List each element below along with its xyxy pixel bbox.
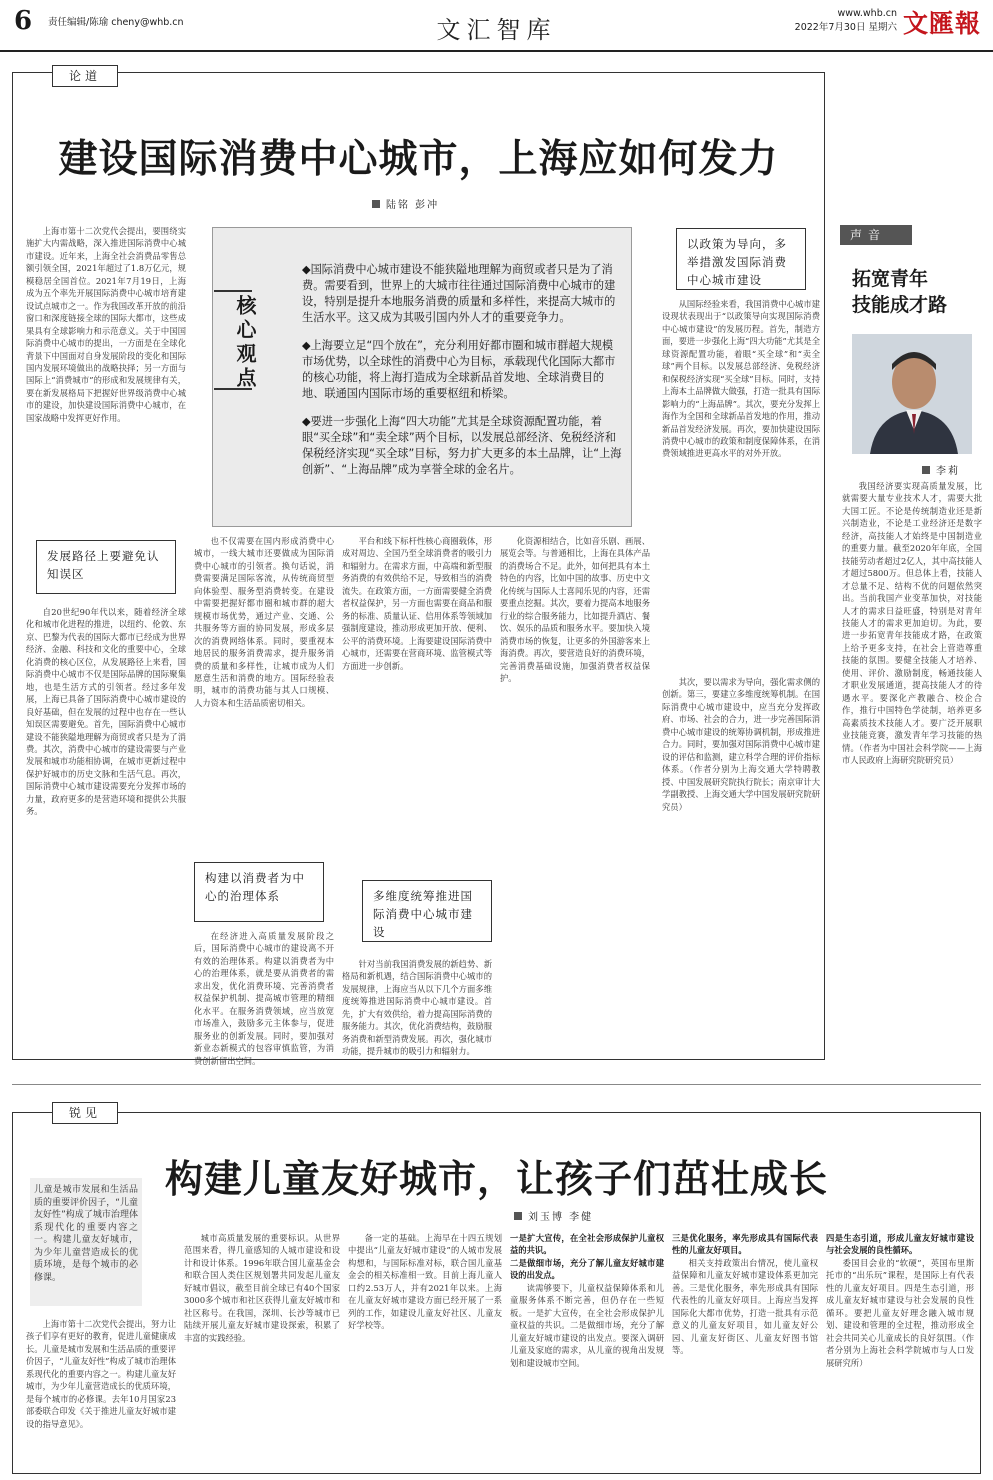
core-point-1: ◆国际消费中心城市建设不能狭隘地理解为商贸或者只是为了消费。需要看到，世界上的大城市往往通过国际消费中心城市的建设，特别是提升本地服务消费的质量和多样性，来提高大城市的生活水平。这又成为其吸引国内外人才的重要竞争力。 xyxy=(302,263,616,324)
bottom-text-column-2 xyxy=(184,1232,340,1468)
column-paragraph: 也不仅需要在国内形成消费中心城市，一线大城市还要做成为国际消费中心城市的引领者。换句话说，消费需要满足国际客流，从传统商贸型向体验型、服务型消费转变。在建设中需要把握好都市圈和城市群的超大规模市场优势，通过产业、交通、公共服务等方面的协同发展，形成多层次的消费网络体系。同时，要重视本地居民的服务消费需求，提升服务消费的质量和多样性，让城市成为人们愿意生活和消费的地方。国际经验表明，城市的消费功能与其人口规模、人力资本和生活品质密切相关。 xyxy=(194,536,334,708)
bottom-subhead-2: 二是做细市场，充分了解儿童友好城市建设的出发点。 xyxy=(510,1257,664,1281)
author-portrait xyxy=(852,334,972,454)
core-viewpoint-points xyxy=(302,262,624,490)
subhead-3: 多维度统筹推进国际消费中心城市建设 xyxy=(362,880,492,942)
text-column-9 xyxy=(662,676,820,1042)
subhead-1: 发展路径上要避免认知误区 xyxy=(36,540,176,594)
byline-text: 陆铭 彭冲 xyxy=(386,200,440,211)
column-tag: 论道 xyxy=(52,65,118,87)
text-column-4 xyxy=(194,930,334,1066)
bottom-subhead-1: 一是扩大宣传，在全社会形成保护儿童权益的共识。 xyxy=(510,1233,664,1256)
column-paragraph: 上海市第十二次党代会提出，努力让孩子们享有更好的教育，促进儿童健康成长。儿童是城市发展和生活品质的重要评价因子，“儿童友好性”构成了城市治理体系现代化的重要内容之一。构建儿童友好城市，为少年儿童营造成长的优质环境，是每个城市的必修课。去年10月国家23部委联合印发《关于推进儿童友好城市建设的指导意见》。 xyxy=(26,1319,176,1429)
voice-byline xyxy=(922,462,960,477)
column-paragraph: 平台和线下标杆性核心商圈载体，形成对周边、全国乃至全球消费者的吸引力和辐射力。在需求方面，中高端和新型服务消费的有效供给不足，导致相当的消费流失。在政策方面，一方面需要健全消费者权益保护，另一方面也需要在商品和服务的标准、质量认证、信用体系等领域加强制度建设，推动形成更加开放、便利、公平的消费环境。上海要建设国际消费中心城市，还需要在营商环境、监管模式等方面进一步创新。 xyxy=(342,536,492,671)
column-paragraph: 在经济进入高质量发展阶段之后，国际消费中心城市的建设离不开有效的治理体系。构建以消费者为中心的治理体系，就是要从消费者的需求出发，优化消费环境、完善消费者权益保护机制、提高城市管理的精细化水平。在服务消费领域，应当放宽市场准入，鼓励多元主体参与，促进服务业的创新发展。同时，要加强对新业态新模式的包容审慎监管，为消费创新留出空间。 xyxy=(194,931,334,1066)
bottom-text-column-3 xyxy=(348,1232,502,1468)
portrait-silhouette-icon xyxy=(852,334,972,454)
byline-square-icon xyxy=(514,1212,522,1220)
site-url: www.whb.cn xyxy=(837,8,897,19)
bottom-text-column-6 xyxy=(826,1232,974,1468)
column-paragraph: 从国际经验来看，我国消费中心城市建设现状表现出于“以政策导向实现国际消费中心城市建设”的发展历程。首先，制造方面，要进一步强化上海“四大功能”尤其是全球资源配置功能，着眼“买全球”和“卖全球”两个目标。以发展总部经济、免税经济和保税经济实现“买全球”目标。同时，支持上海本土品牌做大做强，打造一批具有国际影响力的“上海品牌”。其次，要充分发挥上海作为全国和全球新品首发地的作用，推动新品首发经济发展。再次，要加快建设国际消费中心城市的政策和制度保障体系，在消费领域推进更高水平的对外开放。 xyxy=(662,299,820,459)
subhead-2: 构建以消费者为中心的治理体系 xyxy=(194,862,324,922)
voice-byline-text: 李莉 xyxy=(936,466,960,477)
text-column-3 xyxy=(194,535,334,865)
section-title: 文汇智库 xyxy=(436,16,557,44)
headline-main: 建设国际消费中心城市，上海应如何发力 xyxy=(58,137,779,182)
voice-headline xyxy=(852,266,947,318)
bottom-subhead-4: 四是生态引道，形成儿童友好城市建设与社会发展的良性循环。 xyxy=(826,1233,974,1256)
text-column-1 xyxy=(26,225,186,525)
text-column-5 xyxy=(342,535,492,865)
core-viewpoint-title: 核心观点 xyxy=(233,295,257,391)
column-paragraph: 相关支持政策出台情况，使儿童权益保障和儿童友好城市建设体系更加完善。三是优化服务，率先形成具有国际代表性的儿童友好项目。上海应当发挥国际化大都市优势，打造一批具有示范意义的儿童友好项目，如儿童友好公园、儿童友好街区、儿童友好图书馆等。 xyxy=(672,1257,818,1356)
column-paragraph: 化资源相结合，比如音乐剧、画展、展览会等。与普通相比，上海在具体产品的消费场合不足。此外，如何把具有本土特色的内容，比如中国的故事、历史中文化传统与国际人士喜闻乐见的内容，还需要重点挖掘。其次，要着力提高本地服务行业的综合服务能力，比如提升酒店、餐饮、娱乐的品质和服务水平。要加快入境消费市场的恢复，让更多的外国游客来上海消费。再次，要营造良好的消费环境，完善消费基础设施，加强消费者权益保护。 xyxy=(500,536,650,683)
bottom-text-column-4 xyxy=(510,1232,664,1468)
column-paragraph: 针对当前我国消费发展的新趋势、新格局和新机遇，结合国际消费中心城市的发展规律，上海应当从以下几个方面多维度统筹推进国际消费中心城市建设。首先，扩大有效供给，着力提高国际消费的服务能力。其次，优化消费结构，鼓励服务消费和新型消费发展。再次，强化城市功能，提升城市的吸引力和辐射力。 xyxy=(342,959,492,1057)
bottom-subhead-3: 三是优化服务，率先形成具有国际代表性的儿童友好项目。 xyxy=(672,1233,818,1256)
byline-2-text: 刘玉博 李健 xyxy=(528,1212,594,1223)
page-number: 6 xyxy=(14,6,33,36)
voice-headline-line-1: 拓宽青年 xyxy=(852,268,929,290)
voice-headline-line-2: 技能成才路 xyxy=(852,294,948,316)
column-paragraph: 上海市第十二次党代会提出，要围绕实施扩大内需战略，深入推进国际消费中心城市建设。近年来，上海全社会消费品零售总额引领全国，2021年超过了1.8万亿元，规模稳居全国首位。2021年7月19日，上海成为五个率先开展国际消费中心城市培育建设试点城市之一。作为我国改革开放的前沿窗口和深度链接全球的国际大都市，这些成果具有全球影响力和示范意义。关于中国国际消费中心城市的提出，一方面是在全球化背景下中国面对自身发展阶段的变化和国际国内发展环境做出的战略抉择；另一方面与国际上“消费城市”的形成和发展规律有关，要在新发展格局下把握好世界级消费中心城市的建设，加快建设国际消费中心城市，在国家战略中发挥更好作用。 xyxy=(26,226,186,423)
column-paragraph: 城市高质量发展的重要标识。从世界范围来看，得几童感知的人城市建设和设计和设计体系。1996年联合国儿童基金会和联合国人类住区规划署共同发起儿童友好城市倡议，截至目前全球已有40个国家3000多个城市和社区获得儿童友好城市和社区称号。在我国，深圳、长沙等城市已陆续开展儿童友好城市建设探索，积累了丰富的实践经验。 xyxy=(184,1233,340,1343)
column-paragraph: 我国经济要实现高质量发展，比就需要大量专业技术人才，需要大批大国工匠。不论是传统制造业还是新兴制造业，不论是工业经济还是数字经济，高技能人才始终是中国制造业的重要力量。截至2020年年底，全国技能劳动者超过2亿人，其中高技能人才超过5800万。但总体上看，技能人才总量不足、结构不优的问题依然突出。当前我国产业变革加快，对技能人才的需求日益旺盛，特别是对青年技能人才的需求更加迫切。为此，要进一步拓宽青年技能成才路，在政策上给予更多支持，在社会上营造尊重技能的氛围。要健全技能人才培养、使用、评价、激励制度，畅通技能人才职业发展通道，提高技能人才的待遇水平。要深化产教融合、校企合作，推行中国特色学徒制，培养更多高素质技术技能人才。要广泛开展职业技能竞赛，激发青年学习技能的热情。（作者为中国社会科学院——上海市人民政府上海研究院研究员） xyxy=(842,481,982,765)
voice-tag: 声音 xyxy=(840,225,912,245)
byline-square-icon xyxy=(922,466,930,474)
byline-square-icon xyxy=(372,200,380,208)
text-column-6 xyxy=(342,958,492,1057)
section-divider xyxy=(12,1084,981,1085)
newspaper-logo: 文匯報 xyxy=(902,9,981,38)
column-tag-2: 锐见 xyxy=(52,1102,118,1124)
text-column-8 xyxy=(662,298,820,668)
text-column-2 xyxy=(26,606,186,1042)
subhead-4: 以政策为导向，多举措激发国际消费中心城市建设 xyxy=(676,228,806,290)
masthead xyxy=(0,0,993,52)
bottom-text-column-5 xyxy=(672,1232,818,1468)
bottom-text-column-1 xyxy=(26,1318,176,1468)
site-and-date xyxy=(795,7,897,35)
core-point-2: ◆上海要立足“四个放在”，充分利用好都市圈和城市群超大规模市场优势，以全球性的消费中心为目标，承载现代化国际大都市的核心功能，将上海打造成为全球新品首发地、全球消费目的地、联通国内国际市场的重要枢纽和桥梁。 xyxy=(302,339,616,400)
voice-text-column xyxy=(842,480,982,1062)
core-point-3: ◆要进一步强化上海“四大功能”尤其是全球资源配置功能，着眼“买全球”和“卖全球”两个目标，以发展总部经济、免税经济和保税经济实现“买全球”目标，努力扩大更多的本土品牌，让“上海创新”、“上海品牌”成为享誉全球的金名片。 xyxy=(302,415,622,476)
column-paragraph: 自20世纪90年代以来，随着经济全球化和城市化进程的推进，以纽约、伦敦、东京、巴黎为代表的国际大都市已经成为世界经济、金融、科技和文化的重要中心，全球化消费的核心区位，从发展路径上来看，国际消费中心城市不仅是国际品牌的国际聚集地，也是生活方式的引领者。经过多年发展，上海已具备了国际消费中心城市建设的良好基础，但在发展的过程中也存在一些认知误区需要避免。首先，国际消费中心城市建设不能狭隘地理解为商贸或者只是为了消费。其次，消费中心城市的建设需要与产业发展和城市功能相协调，在城市更新过程中保护好城市的历史文脉和生活气息。再次，国际消费中心城市建设需要充分发挥市场的力量，政府更多的是营造环境和提供公共服务。 xyxy=(26,607,186,817)
issue-date: 2022年7月30日 星期六 xyxy=(794,22,897,33)
byline xyxy=(372,196,439,211)
column-paragraph: 读需够要下，儿童权益保障体系和儿童服务体系不断完善，但仍存在一些短板。一是扩大宣传，在全社会形成保护儿童权益的共识。二是做细市场，充分了解儿童友好城市建设的出发点。要深入调研儿童及家庭的需求，从儿童的视角出发规划和建设城市空间。 xyxy=(510,1282,664,1368)
lead-summary: 儿童是城市发展和生活品质的重要评价因子，“儿童友好性”构成了城市治理体系现代化的重要内容之一。构建儿童友好城市，为少年儿童营造成长的优质环境，是每个城市的必修课。 xyxy=(30,1178,142,1306)
column-paragraph: 委国目会业的“软硬”，英国布里斯托市的“出乐玩”课程，是国际上有代表性的儿童友好项目。四是生态引道，形成儿童友好城市建设与社会发展的良性循环。要把儿童友好理念融入城市规划、建设和管理的全过程，推动形成全社会共同关心儿童成长的良好氛围。（作者分别为上海社会科学院城市与人口发展研究所） xyxy=(826,1257,974,1368)
editor-credit: 责任编辑/陈瑜 cheny@whb.cn xyxy=(48,17,184,28)
text-column-7 xyxy=(500,535,650,1042)
column-paragraph: 其次，要以需求为导向，强化需求侧的创新。第三，要建立多维度统筹机制。在国际消费中心城市建设中，应当充分发挥政府、市场、社会的合力，进一步完善国际消费中心城市建设的统筹协调机制，形成推进合力。同时，要加强对国际消费中心城市建设的评估和监测，建立科学合理的评价指标体系。（作者分别为上海交通大学特聘教授、中国发展研究院执行院长；南京审计大学副教授、上海交通大学中国发展研究院研究员） xyxy=(662,677,820,812)
headline-secondary: 构建儿童友好城市，让孩子们茁壮成长 xyxy=(164,1157,828,1201)
column-paragraph: 备一定的基础。上海早在十四五规划中提出“儿童友好城市建设”的人城市发展构想和，与国际标准对标，联合国儿童基金会的相关标准相一致。目前上海儿童人口约2.53万人，并有2021年以来。上海在儿童友好城市建设方面已经开展了一系列的工作，如建设儿童友好社区、儿童友好学校等。 xyxy=(348,1233,502,1331)
byline-2 xyxy=(514,1208,593,1223)
